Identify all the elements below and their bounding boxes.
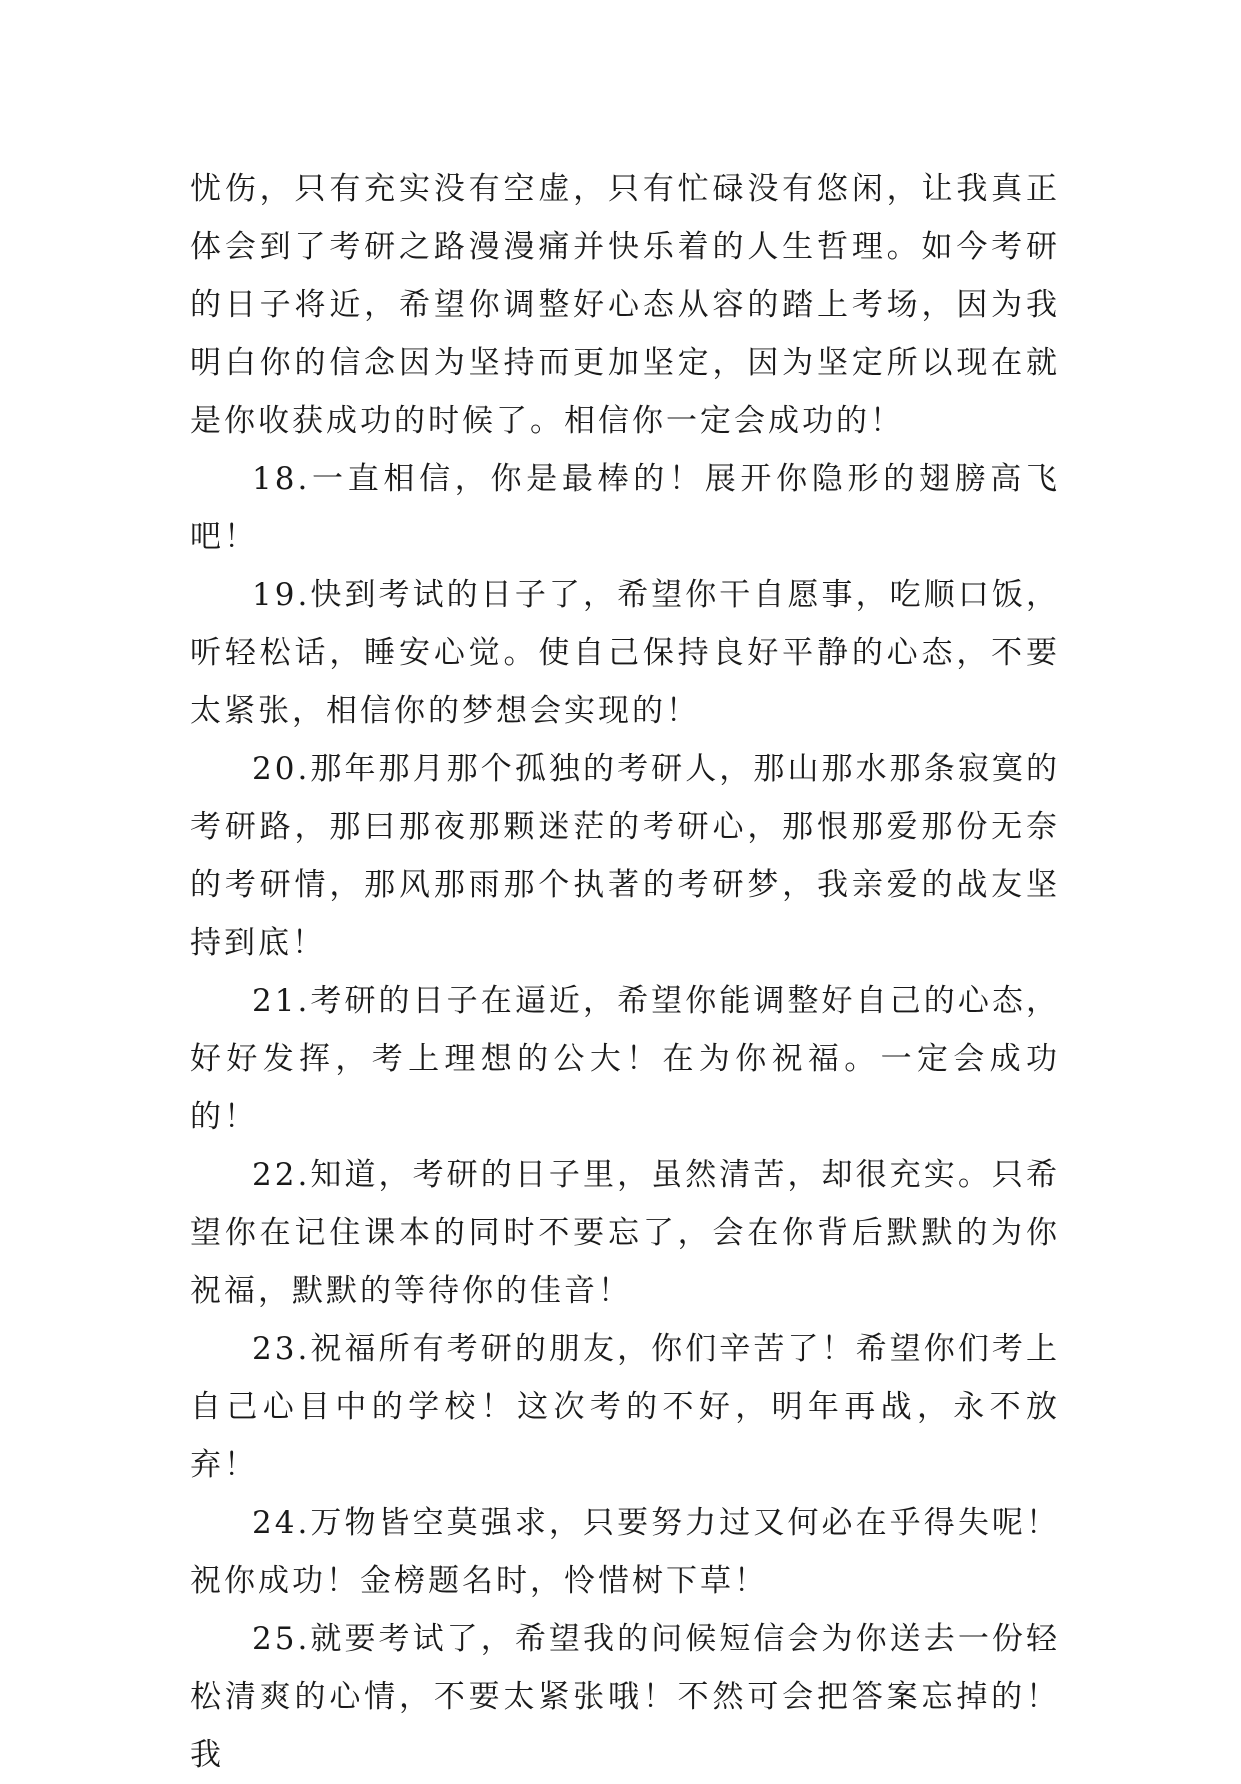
document-body <box>190 160 1060 1784</box>
paragraph-20: 20.那年那月那个孤独的考研人，那山那水那条寂寞的考研路，那曰那夜那颗迷茫的考研心，那恨那爱那份无奈的考研情，那风那雨那个执著的考研梦，我亲爱的战友坚持到底！ <box>190 751 1060 961</box>
paragraph-continuation: 忧伤，只有充实没有空虚，只有忙碌没有悠闲，让我真正体会到了考研之路漫漫痛并快乐着的人生哲理。如今考研的日子将近，希望你调整好心态从容的踏上考场，因为我明白你的信念因为坚持而更加坚定，因为坚定所以现在就是你收获成功的时候了。相信你一定会成功的！ <box>190 171 1060 439</box>
paragraph-23: 23.祝福所有考研的朋友，你们辛苦了！希望你们考上自己心目中的学校！这次考的不好，明年再战，永不放弃！ <box>190 1331 1060 1483</box>
paragraph-25: 25.就要考试了，希望我的问候短信会为你送去一份轻松清爽的心情，不要太紧张哦！不然可会把答案忘掉的！我 <box>190 1621 1060 1773</box>
paragraph-24: 24.万物皆空莫强求，只要努力过又何必在乎得失呢！祝你成功！金榜题名时，怜惜树下草！ <box>190 1505 1060 1599</box>
paragraph-21: 21.考研的日子在逼近，希望你能调整好自己的心态，好好发挥，考上理想的公大！在为你祝福。一定会成功的！ <box>190 983 1060 1135</box>
paragraph-19: 19.快到考试的日子了，希望你干自愿事，吃顺口饭，听轻松话，睡安心觉。使自己保持良好平静的心态，不要太紧张，相信你的梦想会实现的！ <box>190 577 1060 729</box>
paragraph-18: 18.一直相信，你是最棒的！展开你隐形的翅膀高飞吧！ <box>190 461 1060 555</box>
paragraph-22: 22.知道，考研的日子里，虽然清苦，却很充实。只希望你在记住课本的同时不要忘了，会在你背后默默的为你祝福，默默的等待你的佳音！ <box>190 1157 1060 1309</box>
